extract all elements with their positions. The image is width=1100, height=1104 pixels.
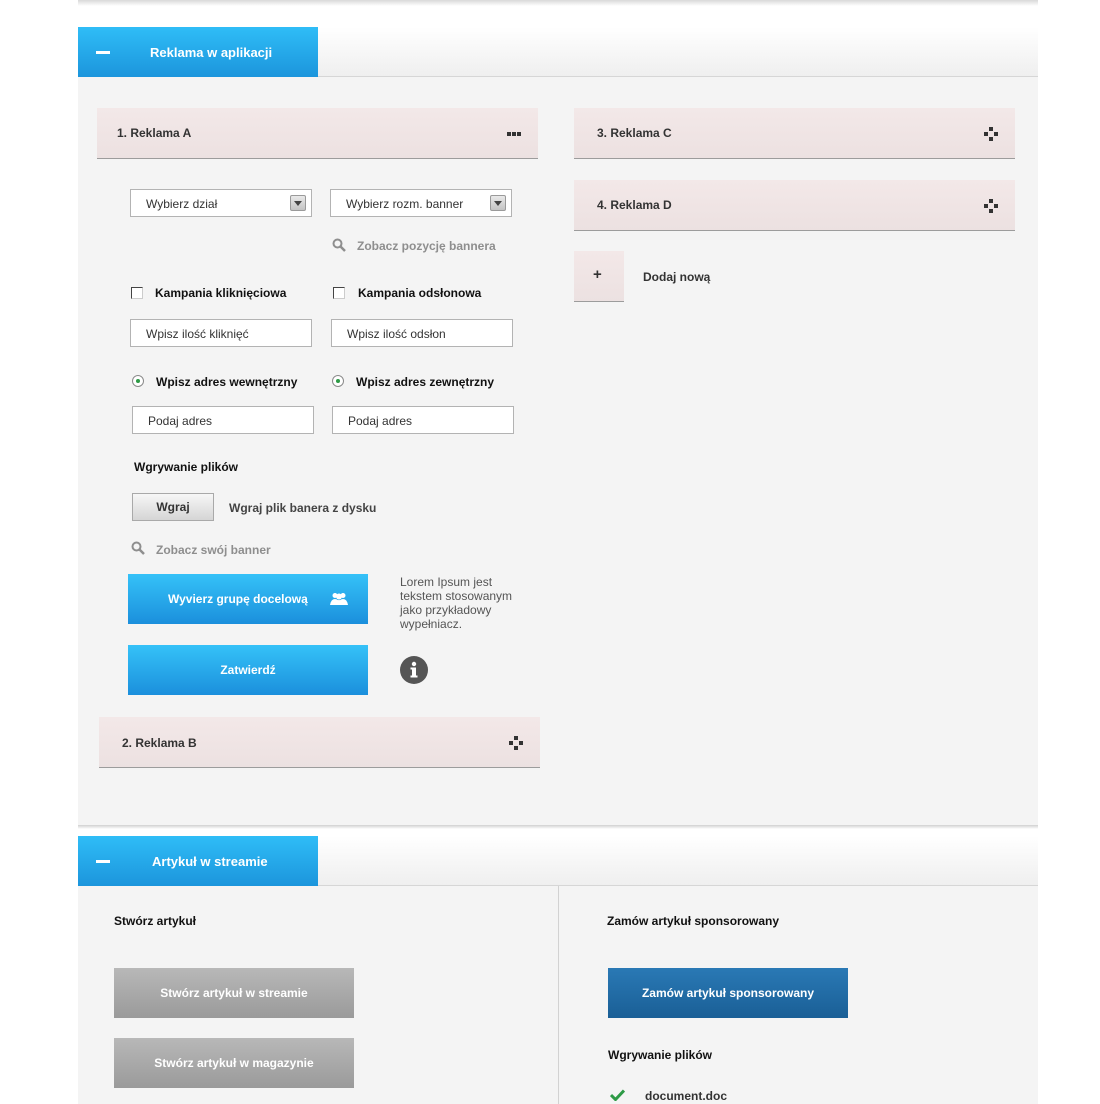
upload-heading: Wgrywanie plików xyxy=(134,460,239,474)
uploaded-file-name: document.doc xyxy=(645,1089,728,1103)
collapse-icon[interactable] xyxy=(96,860,110,863)
panel-title: 2. Reklama B xyxy=(122,736,197,750)
click-campaign-checkbox[interactable] xyxy=(131,287,143,299)
section-tab-article[interactable] xyxy=(78,836,318,886)
view-campaign-checkbox[interactable] xyxy=(333,287,345,299)
search-icon xyxy=(131,541,145,555)
plus-icon: + xyxy=(593,266,602,283)
column-divider xyxy=(558,886,559,1104)
internal-address-label: Wpisz adres wewnętrzny xyxy=(156,375,298,389)
section-tab-ads[interactable] xyxy=(78,27,318,77)
panel-reklama-b[interactable] xyxy=(99,717,540,768)
add-new-label[interactable]: Dodaj nową xyxy=(643,270,711,284)
section-title: Artykuł w streamie xyxy=(152,854,268,869)
input-placeholder: Podaj adres xyxy=(148,414,213,428)
upload-heading: Wgrywanie plików xyxy=(608,1048,713,1062)
create-stream-article-button[interactable]: Stwórz artykuł w streamie xyxy=(114,968,354,1018)
panel-title: 1. Reklama A xyxy=(117,126,192,140)
order-sponsored-button[interactable]: Zamów artykuł sponsorowany xyxy=(608,968,848,1018)
add-new-button[interactable] xyxy=(574,251,624,302)
banner-size-select[interactable] xyxy=(330,189,512,217)
panel-reklama-a[interactable] xyxy=(97,108,538,159)
input-placeholder: Podaj adres xyxy=(348,414,413,428)
target-group-button[interactable] xyxy=(128,574,368,624)
create-article-heading: Stwórz artykuł xyxy=(114,914,197,928)
section-select[interactable] xyxy=(130,189,312,217)
panel-title: 4. Reklama D xyxy=(597,198,672,212)
section-title: Reklama w aplikacji xyxy=(150,45,273,60)
section-body-article xyxy=(78,886,1038,1104)
help-text: Lorem Ipsum jest tekstem stosowanym jako przykładowy wypełniacz. xyxy=(400,575,513,631)
collapse-icon[interactable] xyxy=(96,51,110,54)
external-address-radio[interactable] xyxy=(332,375,344,387)
chevron-down-icon[interactable] xyxy=(290,195,306,211)
check-icon xyxy=(610,1089,625,1101)
preview-position-label: Zobacz pozycję bannera xyxy=(357,239,496,253)
external-address-input[interactable] xyxy=(332,406,514,434)
section-divider xyxy=(78,825,1038,829)
view-count-input[interactable] xyxy=(331,319,513,347)
internal-address-input[interactable] xyxy=(132,406,314,434)
select-value: Wybierz rozm. banner xyxy=(346,197,464,211)
target-group-label: Wyvierz grupę docelową xyxy=(168,592,308,606)
panel-reklama-c[interactable] xyxy=(574,108,1015,159)
top-shadow-strip xyxy=(78,0,1038,6)
section-header-article xyxy=(78,836,1038,886)
confirm-button[interactable]: Zatwierdź xyxy=(128,645,368,695)
more-icon[interactable] xyxy=(506,126,522,142)
create-magazine-article-button[interactable]: Stwórz artykuł w magazynie xyxy=(114,1038,354,1088)
section-header-ads xyxy=(78,27,1038,77)
users-icon xyxy=(330,592,348,605)
section-body-ads xyxy=(78,77,1038,825)
sponsored-heading: Zamów artykuł sponsorowany xyxy=(607,914,780,928)
chevron-down-icon[interactable] xyxy=(490,195,506,211)
upload-button[interactable]: Wgraj xyxy=(132,493,214,521)
click-campaign-label: Kampania kliknięciowa xyxy=(155,286,287,300)
external-address-label: Wpisz adres zewnętrzny xyxy=(356,375,495,389)
view-campaign-label: Kampania odsłonowa xyxy=(358,286,482,300)
upload-hint: Wgraj plik banera z dysku xyxy=(229,501,377,515)
info-icon[interactable] xyxy=(400,656,428,684)
select-value: Wybierz dział xyxy=(146,197,218,211)
preview-banner-label: Zobacz swój banner xyxy=(156,543,271,557)
input-placeholder: Wpisz ilość odsłon xyxy=(347,327,446,341)
panel-reklama-d[interactable] xyxy=(574,180,1015,231)
move-icon[interactable] xyxy=(508,735,524,751)
internal-address-radio[interactable] xyxy=(132,375,144,387)
move-icon[interactable] xyxy=(983,198,999,214)
click-count-input[interactable] xyxy=(130,319,312,347)
panel-title: 3. Reklama C xyxy=(597,126,672,140)
input-placeholder: Wpisz ilość kliknięć xyxy=(146,327,249,341)
move-icon[interactable] xyxy=(983,126,999,142)
search-icon xyxy=(332,238,346,252)
